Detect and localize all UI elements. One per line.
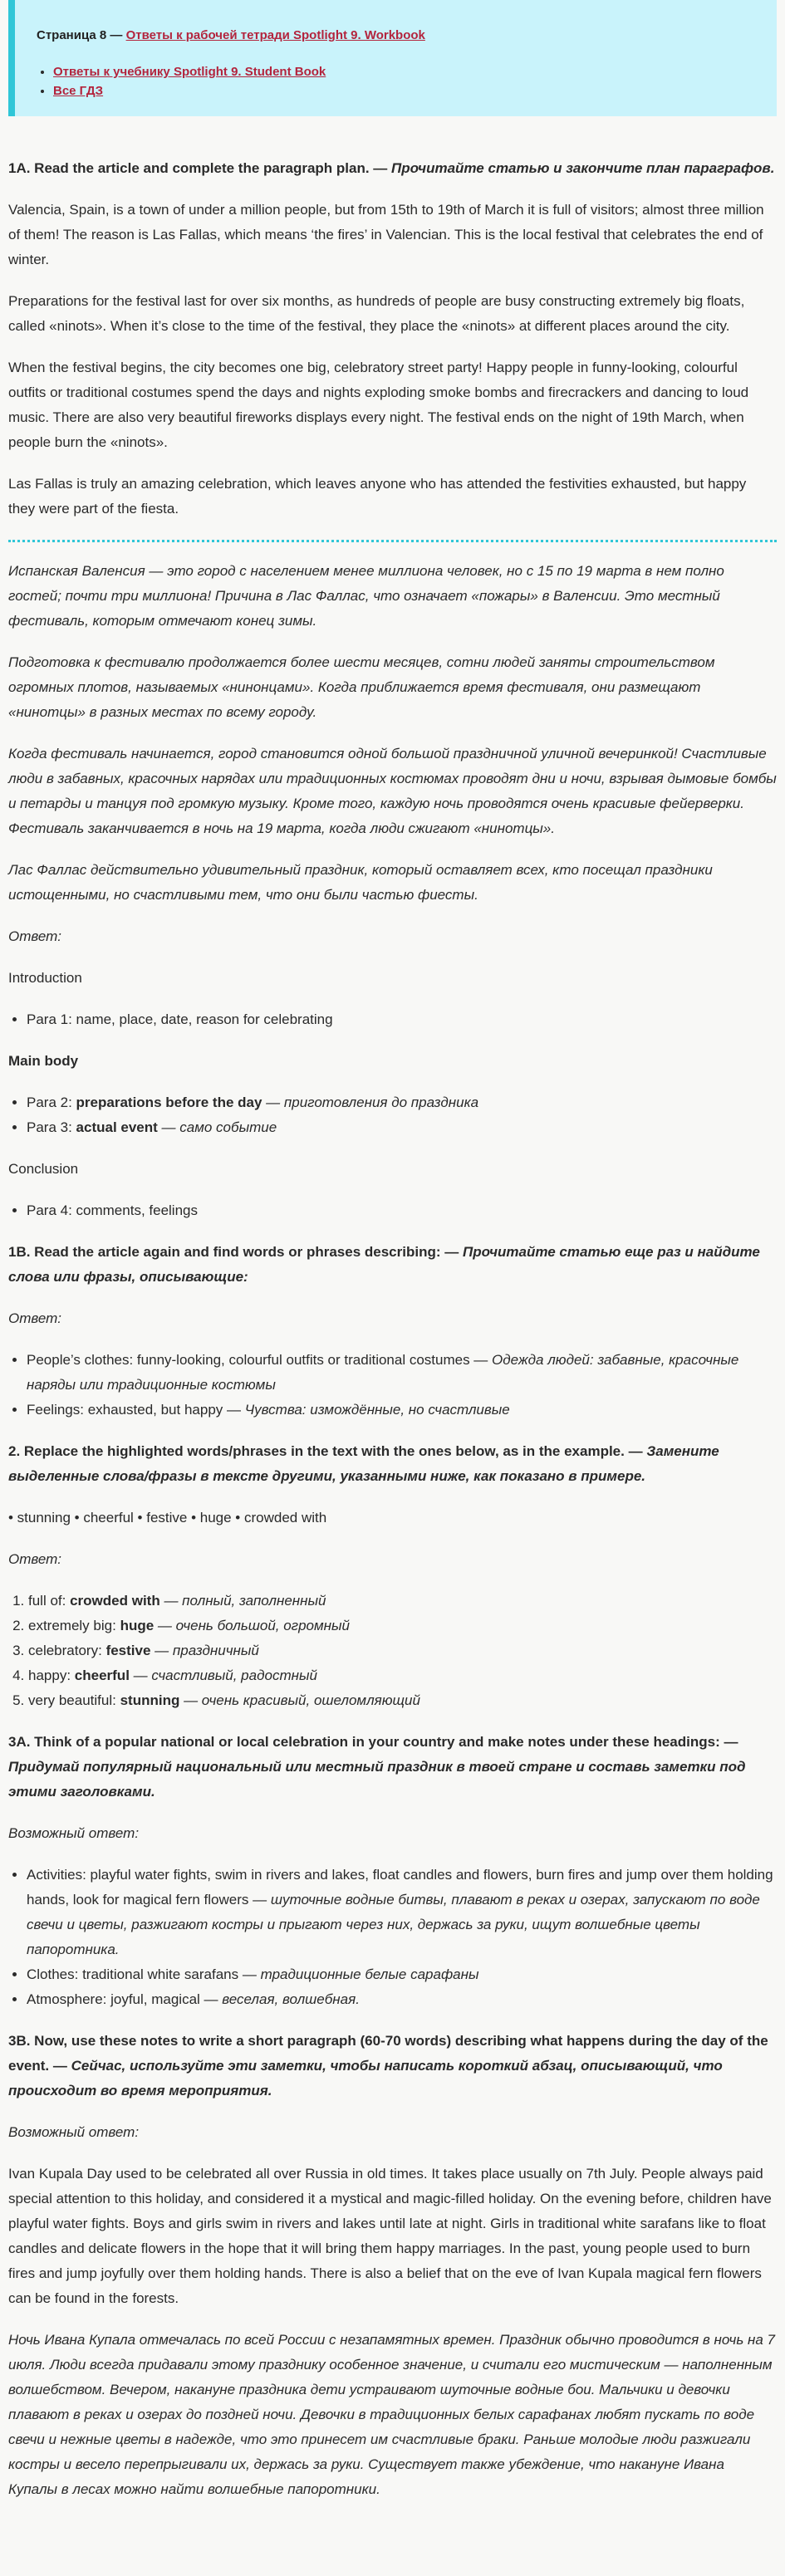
list-item: • Clothes: traditional white sarafans — традиционные белые сарафаны	[27, 1962, 777, 1987]
answer-paragraph-ru: Ночь Ивана Купала отмечалась по всей России с незапамятных времен. Праздник обычно проводится в ночь на 7 июля. Люди всегда придавали этому празднику особенное значение, и считали его мистическим — наполненным волшебством. Вечером, накануне праздника дети устраивают шуточные водные бои. Мальчики и девочки плавают в реках и озерах до поздней ночи. Девочки в традиционных белых сарафанах любят пускать по воде свечи и нежные цветы в надежде, что это принесет им счастливые браки. Раньше молодые люди разжигали костры и весело перепрыгивали их, держась за руки. Существует также убеждение, что накануне Ивана Купалы в лесах можно найти волшебные папоротники.	[8, 2332, 775, 2497]
translation-paragraph: Лас Фаллас действительно удивительный праздник, который оставляет всех, кто посещал праздники истощенными, но счастливыми тем, что они были частью фиесты.	[8, 862, 713, 903]
list-item: 2. extremely big: huge — очень большой, огромный	[28, 1614, 777, 1638]
workbook-link[interactable]: Ответы к рабочей тетради Spotlight 9. Workbook	[125, 28, 425, 42]
task-3b-heading: 3B. Now, use these notes to write a short paragraph (60-70 words) describing what happens during the day of the event. — Сейчас, используйте эти заметки, чтобы написать короткий абзац, описывающий, что происходит во время мероприятия.	[8, 2033, 768, 2099]
word-list: • stunning • cheerful • festive • huge • crowded with	[8, 1510, 327, 1526]
page-nav-line	[37, 28, 755, 42]
list-item: 1. full of: crowded with — полный, заполненный	[28, 1589, 777, 1614]
plan-main-list	[8, 1090, 777, 1140]
plan-intro-list	[8, 1007, 777, 1032]
article-paragraph: Preparations for the festival last for over six months, as hundreds of people are busy constructing extremely big floats, called «ninots». When it’s close to the time of the festival, they place the «ninots» at different places around the city.	[8, 293, 745, 334]
answer-label: Возможный ответ:	[8, 2124, 140, 2140]
translation-paragraph: Когда фестиваль начинается, город становится одной большой праздничной уличной вечеринкой! Счастливые люди в забавных, красочных нарядах или традиционных костюмах проводят дни и ночи, взрывая дымовые бомбы и петарды и танцуя под громкую музыку. Кроме того, каждую ночь проводятся очень красивые фейерверки. Фестиваль заканчивается в ночь на 19 марта, когда люди сжигают «нинотцы».	[8, 746, 777, 836]
list-item: 3. celebratory: festive — праздничный	[28, 1638, 777, 1663]
answer-paragraph-en: Ivan Kupala Day used to be celebrated all over Russia in old times. It takes place usually on 7th July. People always paid special attention to this holiday, and considered it a mystical and magic-filled holiday. On the evening before, children have playful water fights. Boys and girls swim in rivers and lakes until late at night. Girls in traditional white sarafans like to float candles and delicate flowers in the hope that it will bring them happy marriages. In the past, young people used to burn fires and jump joyfully over them holding hands. There is also a belief that on the eve of Ivan Kupala magical fern flowers can be found in the forests.	[8, 2166, 772, 2306]
article-paragraph: Valencia, Spain, is a town of under a million people, but from 15th to 19th of March it is full of visitors; almost three million of them! The reason is Las Fallas, which means ‘the fires’ in Valencian. This is the local festival that celebrates the end of winter.	[8, 202, 764, 267]
task-3a-list	[8, 1863, 777, 2012]
nav-link-item	[53, 62, 755, 81]
student-book-link[interactable]: Ответы к учебнику Spotlight 9. Student Book	[53, 65, 326, 79]
list-item: • People’s clothes: funny-looking, colourful outfits or traditional costumes — Одежда людей: забавные, красочные наряды или традиционные костюмы	[27, 1348, 777, 1398]
plan-introduction-title: Introduction	[8, 970, 82, 986]
task-1b-list	[8, 1348, 777, 1423]
article-paragraph: Las Fallas is truly an amazing celebration, which leaves anyone who has attended the festivities exhausted, but happy they were part of the fiesta.	[8, 476, 747, 517]
answer-label: Ответ:	[8, 1551, 62, 1567]
list-item: • Feelings: exhausted, but happy — Чувства: измождённые, но счастливые	[27, 1398, 777, 1423]
nav-links	[37, 62, 755, 100]
task-1b-heading: 1B. Read the article again and find words or phrases describing: — Прочитайте статью еще раз и найдите слова или фразы, описывающие:	[8, 1244, 760, 1285]
task-1a-heading: 1A. Read the article and complete the paragraph plan. — Прочитайте статью и закончите план параграфов.	[8, 160, 775, 176]
list-item: • Atmosphere: joyful, magical — веселая, волшебная.	[27, 1987, 777, 2012]
list-item: 4. happy: cheerful — счастливый, радостный	[28, 1663, 777, 1688]
list-item: • Activities: playful water fights, swim in rivers and lakes, float candles and flowers, burn fires and jump over them holding hands, look for magical fern flowers — шуточные водные битвы, плавают в реках и озерах, запускают по воде свечи и цветы, разжигают костры и прыгают через них, держась за руки, ищут волшебные цветы папоротника.	[27, 1863, 777, 1962]
plan-conclusion-list	[8, 1198, 777, 1223]
list-item: 5. very beautiful: stunning — очень красивый, ошеломляющий	[28, 1688, 777, 1713]
answer-label: Ответ:	[8, 1310, 62, 1326]
plan-conclusion-title: Conclusion	[8, 1161, 79, 1177]
plan-main-body-title: Main body	[8, 1053, 79, 1069]
dotted-divider	[8, 540, 777, 542]
main-content	[8, 116, 777, 2502]
all-gdz-link[interactable]: Все ГДЗ	[53, 84, 104, 98]
translation-paragraph: Подготовка к фестивалю продолжается более шести месяцев, сотни людей заняты строительством огромных плотов, называемых «нинонцами». Когда приближается время фестиваля, они размещают «нинотцы» в разных местах по всему городу.	[8, 654, 715, 720]
answer-label: Возможный ответ:	[8, 1825, 140, 1841]
article-paragraph: When the festival begins, the city becomes one big, celebratory street party! Happy people in funny-looking, colourful outfits or traditional costumes spend the days and nights exploding smoke bombs and firecrackers and dancing to loud music. There are also very beautiful fireworks displays every night. The festival ends on the night of 19th March, when people burn the «ninots».	[8, 360, 749, 450]
list-item: • Para 1: name, place, date, reason for celebrating	[27, 1007, 777, 1032]
navigation-box	[8, 0, 777, 116]
nav-link-item	[53, 81, 755, 100]
task-2-list	[8, 1589, 777, 1713]
list-item: • Para 4: comments, feelings	[27, 1198, 777, 1223]
translation-paragraph: Испанская Валенсия — это город с населением менее миллиона человек, но с 15 по 19 марта в нем полно гостей; почти три миллиона! Причина в Лас Фаллас, что означает «пожары» в Валенсии. Это местный фестиваль, которым отмечают конец зимы.	[8, 563, 724, 629]
list-item: • Para 2: preparations before the day — приготовления до праздника	[27, 1090, 777, 1115]
page	[8, 0, 777, 2502]
list-item: • Para 3: actual event — само событие	[27, 1115, 777, 1140]
page-label: Страница 8 —	[37, 28, 123, 42]
task-2-heading: 2. Replace the highlighted words/phrases in the text with the ones below, as in the example. — Замените выделенные слова/фразы в тексте другими, указанными ниже, как показано в примере.	[8, 1443, 719, 1484]
task-3a-heading: 3A. Think of a popular national or local celebration in your country and make notes under these headings: — Придумай популярный национальный или местный праздник в твоей стране и составь заметки под этими заголовками.	[8, 1734, 746, 1800]
answer-label: Ответ:	[8, 928, 62, 944]
